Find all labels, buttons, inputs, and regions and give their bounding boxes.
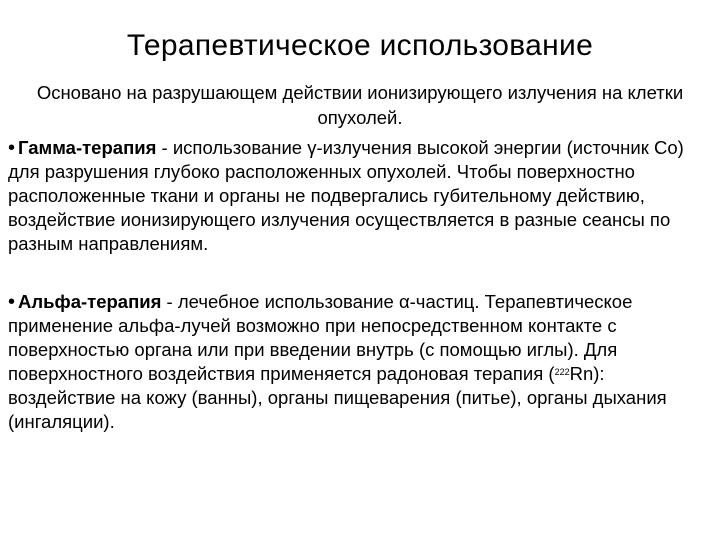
bullet-term: Гамма-терапия xyxy=(18,137,157,158)
bullet-term: Альфа-терапия xyxy=(18,291,162,312)
bullet-text-end: ): воздействие на кожу (ванны), органы пищеварения (питье), органы дыхания (ингаляции). xyxy=(8,363,667,432)
bullet-alpha-therapy xyxy=(8,290,716,434)
bullet-text: - лечебное использование α-частиц. Терапевтическое применение альфа-лучей возможно при непосредственном контакте с поверхностью органа или при введении внутрь (с помощью иглы). Для поверхностного воздействия применяется радоновая терапия ( xyxy=(8,291,633,384)
bullet-marker: • xyxy=(8,137,16,159)
isotope-symbol: Rn xyxy=(569,363,594,384)
bullet-text: - использование γ-излучения высокой энергии (источник Co) для разрушения глубоко расположенных опухолей. Чтобы поверхностно расположенные ткани и органы не подвергались губительному действию, воздействие ионизирующего излучения осуществляется в разные сеансы по разным направлениям. xyxy=(8,137,684,254)
bullet-marker: • xyxy=(8,291,16,313)
slide-title: Терапевтическое использование xyxy=(126,29,594,62)
bullet-gamma-therapy xyxy=(8,136,716,256)
slide-intro: Основано на разрушающем действии ионизирующего излучения на клетки опухолей. xyxy=(36,82,684,128)
isotope-mass-number: 222 xyxy=(554,367,570,377)
